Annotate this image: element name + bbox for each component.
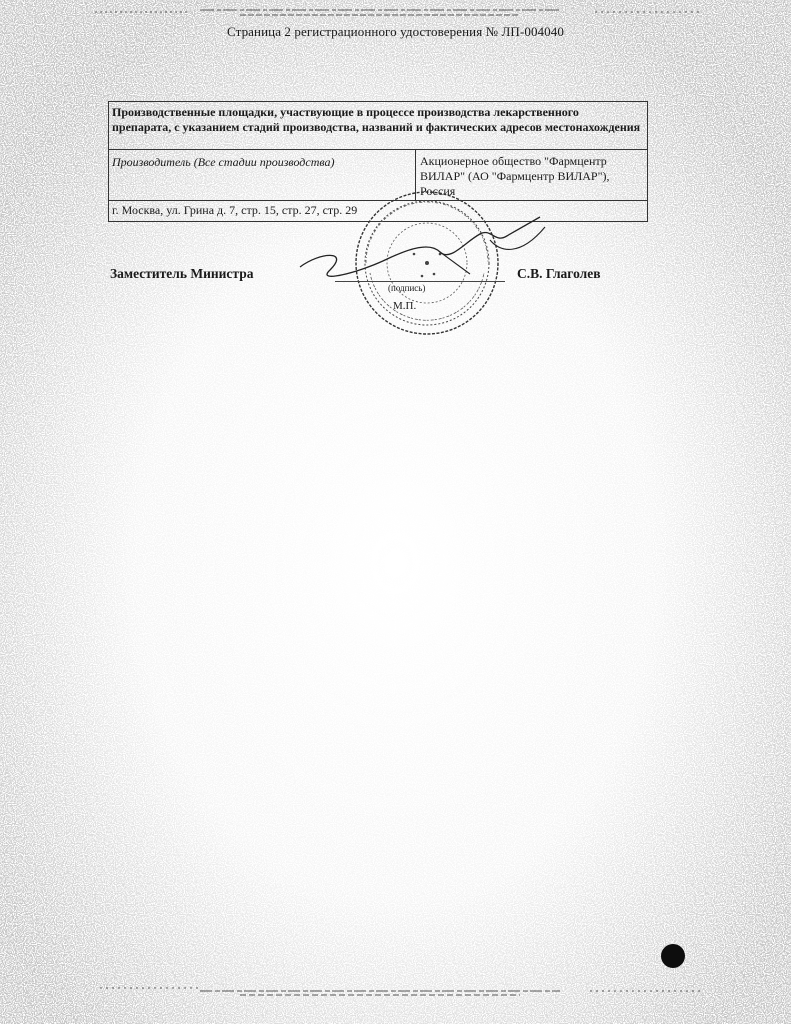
manufacturer-name-line2: ВИЛАР" (АО "Фармцентр ВИЛАР"),	[420, 169, 610, 183]
stamp-place-label: М.П.	[393, 300, 417, 312]
punch-hole-mark	[661, 944, 685, 968]
signature-caption: (подпись)	[388, 283, 426, 293]
signatory-name: С.В. Глаголев	[517, 266, 601, 281]
manufacturer-address: г. Москва, ул. Грина д. 7, стр. 15, стр. 27, стр. 29	[112, 203, 358, 217]
page-header-title: Страница 2 регистрационного удостоверения № ЛП-004040	[227, 24, 564, 39]
table-heading: Производственные площадки, участвующие в процессе производства лекарственного препарата, с указанием стадий производства, названий и фактических адресов местонахождения	[109, 102, 647, 150]
manufacturer-name-line1: Акционерное общество "Фармцентр	[420, 154, 607, 168]
signature-line	[335, 281, 505, 282]
signatory-position: Заместитель Министра	[110, 266, 254, 281]
manufacturer-country: Россия	[420, 184, 456, 198]
manufacturer-role: Производитель (Все стадии производства)	[109, 150, 416, 200]
